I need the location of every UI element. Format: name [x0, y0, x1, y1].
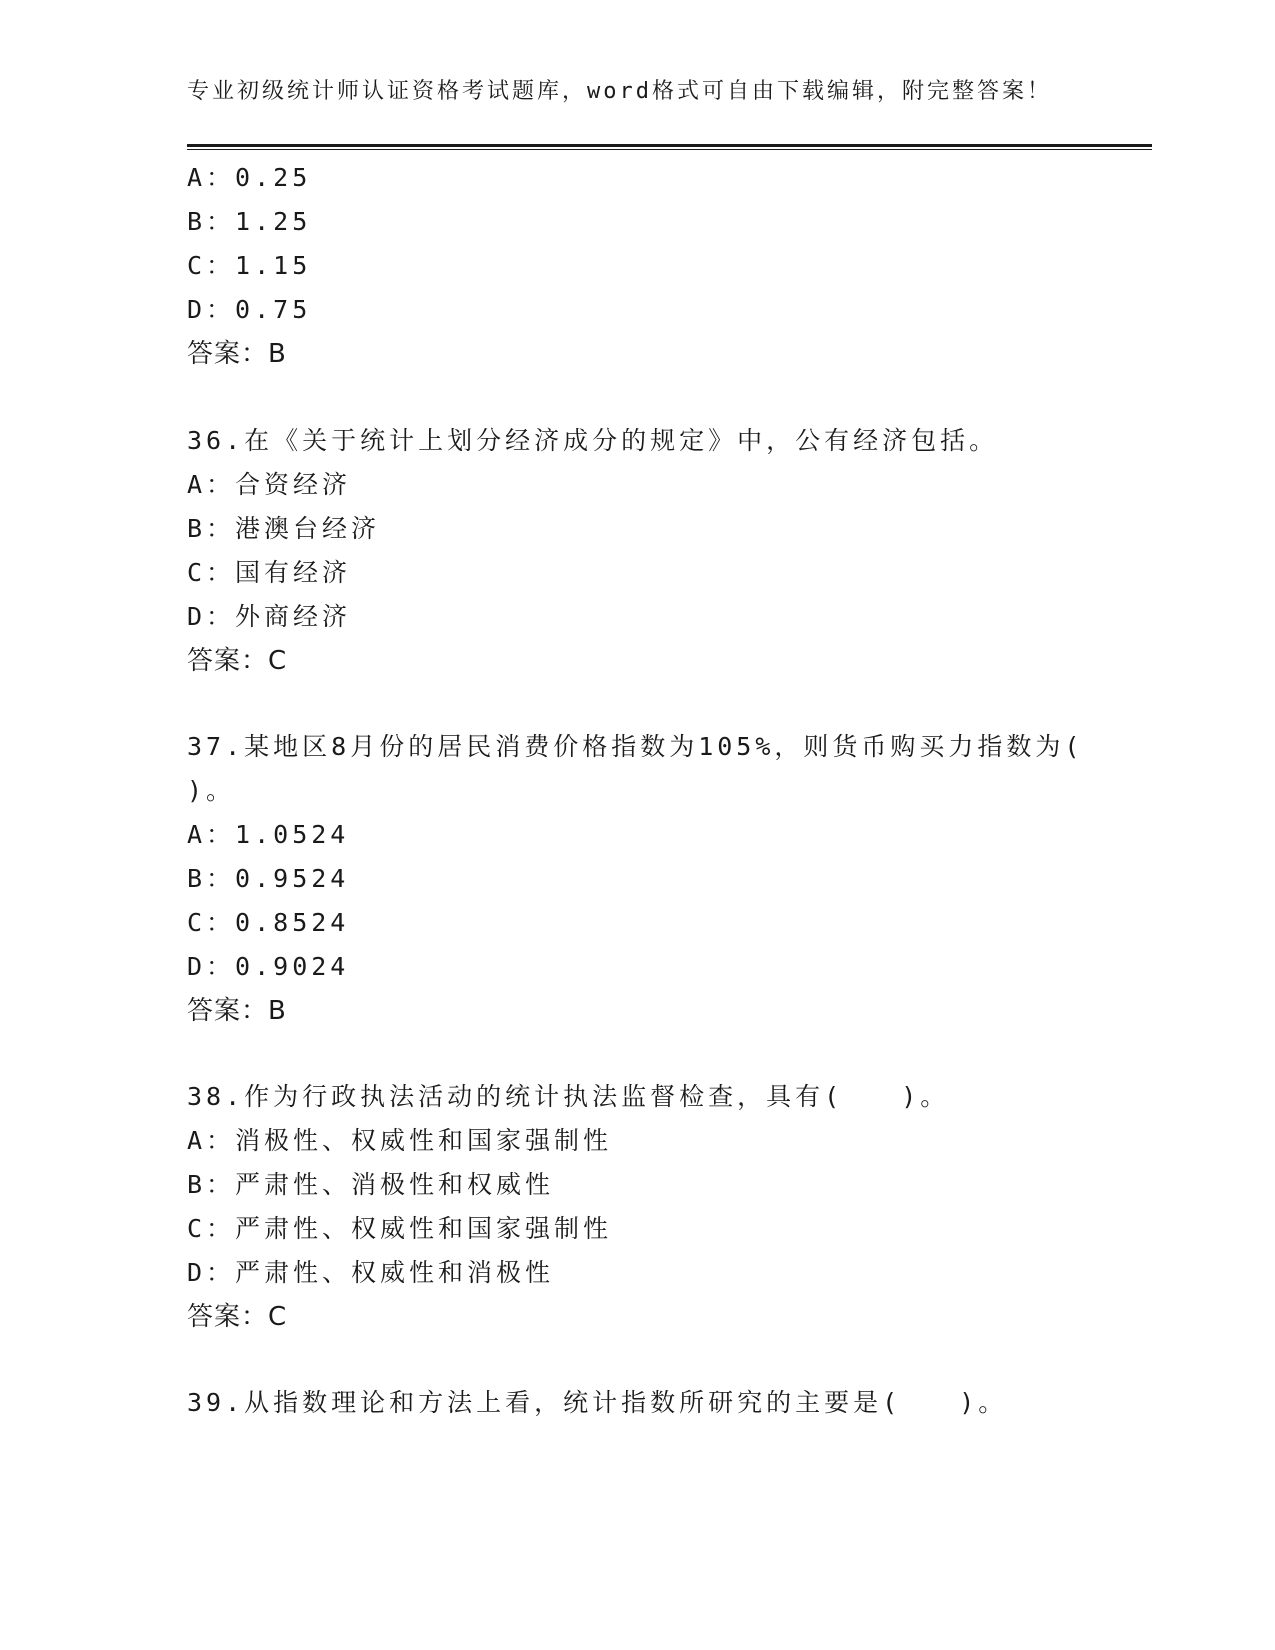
page-header: 专业初级统计师认证资格考试题库，word格式可自由下载编辑，附完整答案！ — [187, 79, 1052, 104]
q36-answer: 答案：C — [187, 646, 288, 676]
q38-option-b: B：严肃性、消极性和权威性 — [187, 1170, 555, 1199]
q36-stem: 36.在《关于统计上划分经济成分的规定》中，公有经济包括。 — [187, 426, 999, 455]
q35-option-b: B：1.25 — [187, 207, 312, 236]
q37-option-d: D：0.9024 — [187, 952, 350, 981]
q38-stem: 38.作为行政执法活动的统计执法监督检查，具有( )。 — [187, 1082, 950, 1111]
q37-stem-line2: )。 — [187, 776, 236, 805]
q38-answer: 答案：C — [187, 1302, 288, 1332]
q36-option-d: D：外商经济 — [187, 602, 352, 631]
q37-option-a: A：1.0524 — [187, 820, 350, 849]
q35-option-a: A：0.25 — [187, 163, 312, 192]
q35-option-d: D：0.75 — [187, 295, 312, 324]
q36-option-a: A：合资经济 — [187, 470, 352, 499]
q38-option-c: C：严肃性、权威性和国家强制性 — [187, 1214, 613, 1243]
q39-stem: 39.从指数理论和方法上看，统计指数所研究的主要是( )。 — [187, 1388, 1008, 1417]
q35-option-c: C：1.15 — [187, 251, 312, 280]
header-rule-thin — [187, 149, 1152, 150]
q37-option-b: B：0.9524 — [187, 864, 350, 893]
q37-answer: 答案：B — [187, 996, 287, 1026]
q36-option-c: C：国有经济 — [187, 558, 352, 587]
q37-stem-line1: 37.某地区8月份的居民消费价格指数为105%，则货币购买力指数为( — [187, 732, 1084, 761]
q38-option-d: D：严肃性、权威性和消极性 — [187, 1258, 555, 1287]
q38-option-a: A：消极性、权威性和国家强制性 — [187, 1126, 613, 1155]
header-rule-thick — [187, 144, 1152, 147]
q36-option-b: B：港澳台经济 — [187, 514, 381, 543]
q35-answer: 答案：B — [187, 339, 287, 369]
q37-option-c: C：0.8524 — [187, 908, 350, 937]
